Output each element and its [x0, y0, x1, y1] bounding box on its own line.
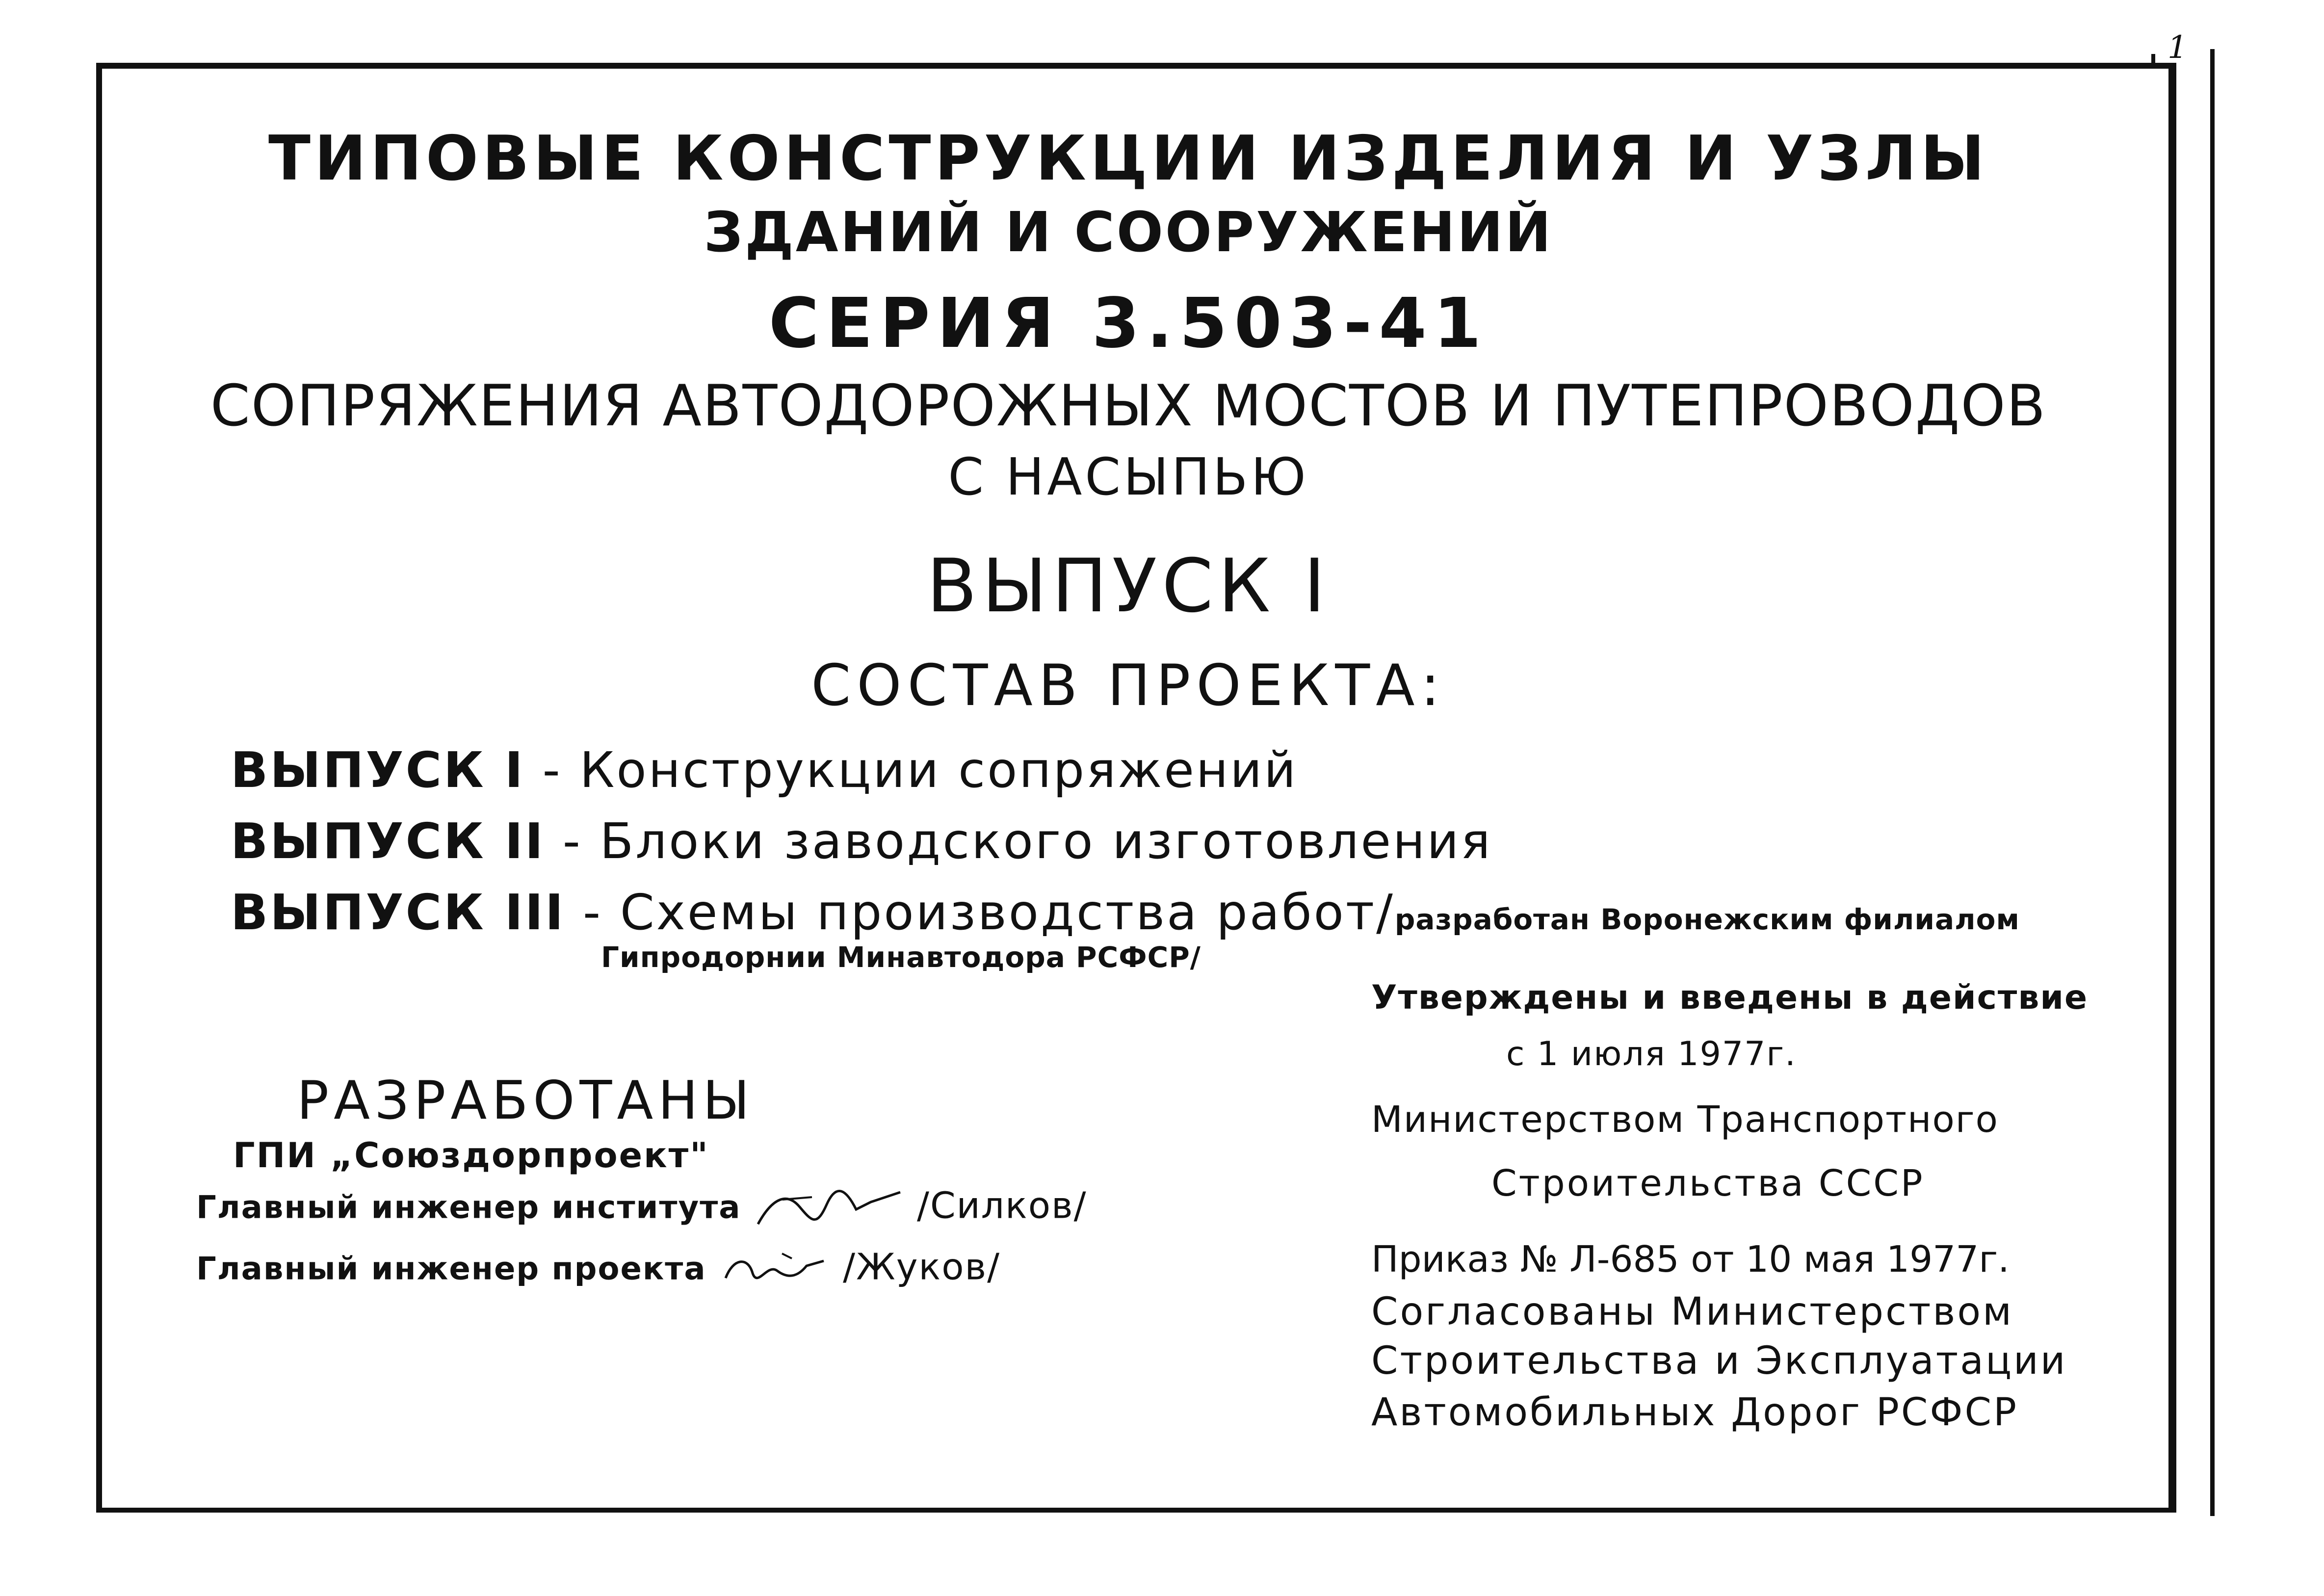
issue-item-description: - Конструкции сопряжений — [524, 741, 1298, 799]
issue-item-description: - Блоки заводского изготовления — [545, 812, 1492, 870]
series-number: СЕРИЯ 3.503-41 — [768, 284, 1488, 364]
signature-zhukov — [718, 1249, 831, 1293]
chief-engineer-project-label: Главный инженер проекта — [196, 1251, 706, 1287]
approval-ministry: Министерством Транспортного — [1371, 1099, 1999, 1141]
chief-engineer-institute-label: Главный инженер института — [196, 1189, 741, 1226]
subject-line-2: С НАСЫПЬЮ — [948, 447, 1309, 507]
composition-heading: СОСТАВ ПРОЕКТА: — [811, 653, 1446, 719]
chief-engineer-project — [196, 1246, 1001, 1293]
issue-item-label: ВЫПУСК II — [231, 812, 545, 870]
chief-engineer-institute — [196, 1184, 1087, 1231]
agreed-line-2: Строительства и Эксплуатации — [1371, 1339, 2067, 1383]
approval-order: Приказ № Л-685 от 10 мая 1977г. — [1371, 1238, 2010, 1281]
approval-ministry-line-2: Строительства СССР — [1491, 1162, 1925, 1204]
issue-item-1 — [231, 741, 1298, 799]
issue-title: ВЫПУСК I — [926, 544, 1331, 629]
issue-item-2 — [231, 812, 1492, 870]
chief-engineer-project-name: /Жуков/ — [843, 1246, 1001, 1288]
agreed-line-1: Согласованы Министерством — [1371, 1290, 2013, 1334]
title-line-2: ЗДАНИЙ И СООРУЖЕНИЙ — [704, 201, 1553, 264]
issue-item-3 — [231, 884, 2020, 941]
issue-item-note-line-2: Гипродорнии Минавтодора РСФСР/ — [601, 941, 1201, 974]
agreed-line-3: Автомобильных Дорог РСФСР — [1371, 1390, 2019, 1435]
approval-date: с 1 июля 1977г. — [1506, 1035, 1797, 1073]
developer-organization: ГПИ „Союздорпроект" — [233, 1135, 709, 1176]
signature-silkov — [753, 1187, 905, 1231]
issue-item-description: - Схемы производства работ/ — [565, 884, 1395, 941]
issue-item-label: ВЫПУСК III — [231, 884, 566, 941]
frame-outer-right-line — [2210, 49, 2215, 1516]
developed-title: РАЗРАБОТАНЫ — [297, 1070, 755, 1131]
issue-item-label: ВЫПУСК I — [231, 741, 525, 799]
issue-item-note: разработан Воронежским филиалом — [1394, 903, 2020, 936]
title-line-1: ТИПОВЫЕ КОНСТРУКЦИИ ИЗДЕЛИЯ И УЗЛЫ — [268, 122, 1989, 194]
frame-top-tick — [2151, 54, 2155, 69]
subject-line-1: СОПРЯЖЕНИЯ АВТОДОРОЖНЫХ МОСТОВ И ПУТЕПРОВОДОВ — [210, 373, 2047, 439]
page-number: 1 — [2167, 29, 2188, 66]
approval-line-1: Утверждены и введены в действие — [1371, 978, 2089, 1017]
chief-engineer-institute-name: /Силков/ — [917, 1184, 1087, 1227]
